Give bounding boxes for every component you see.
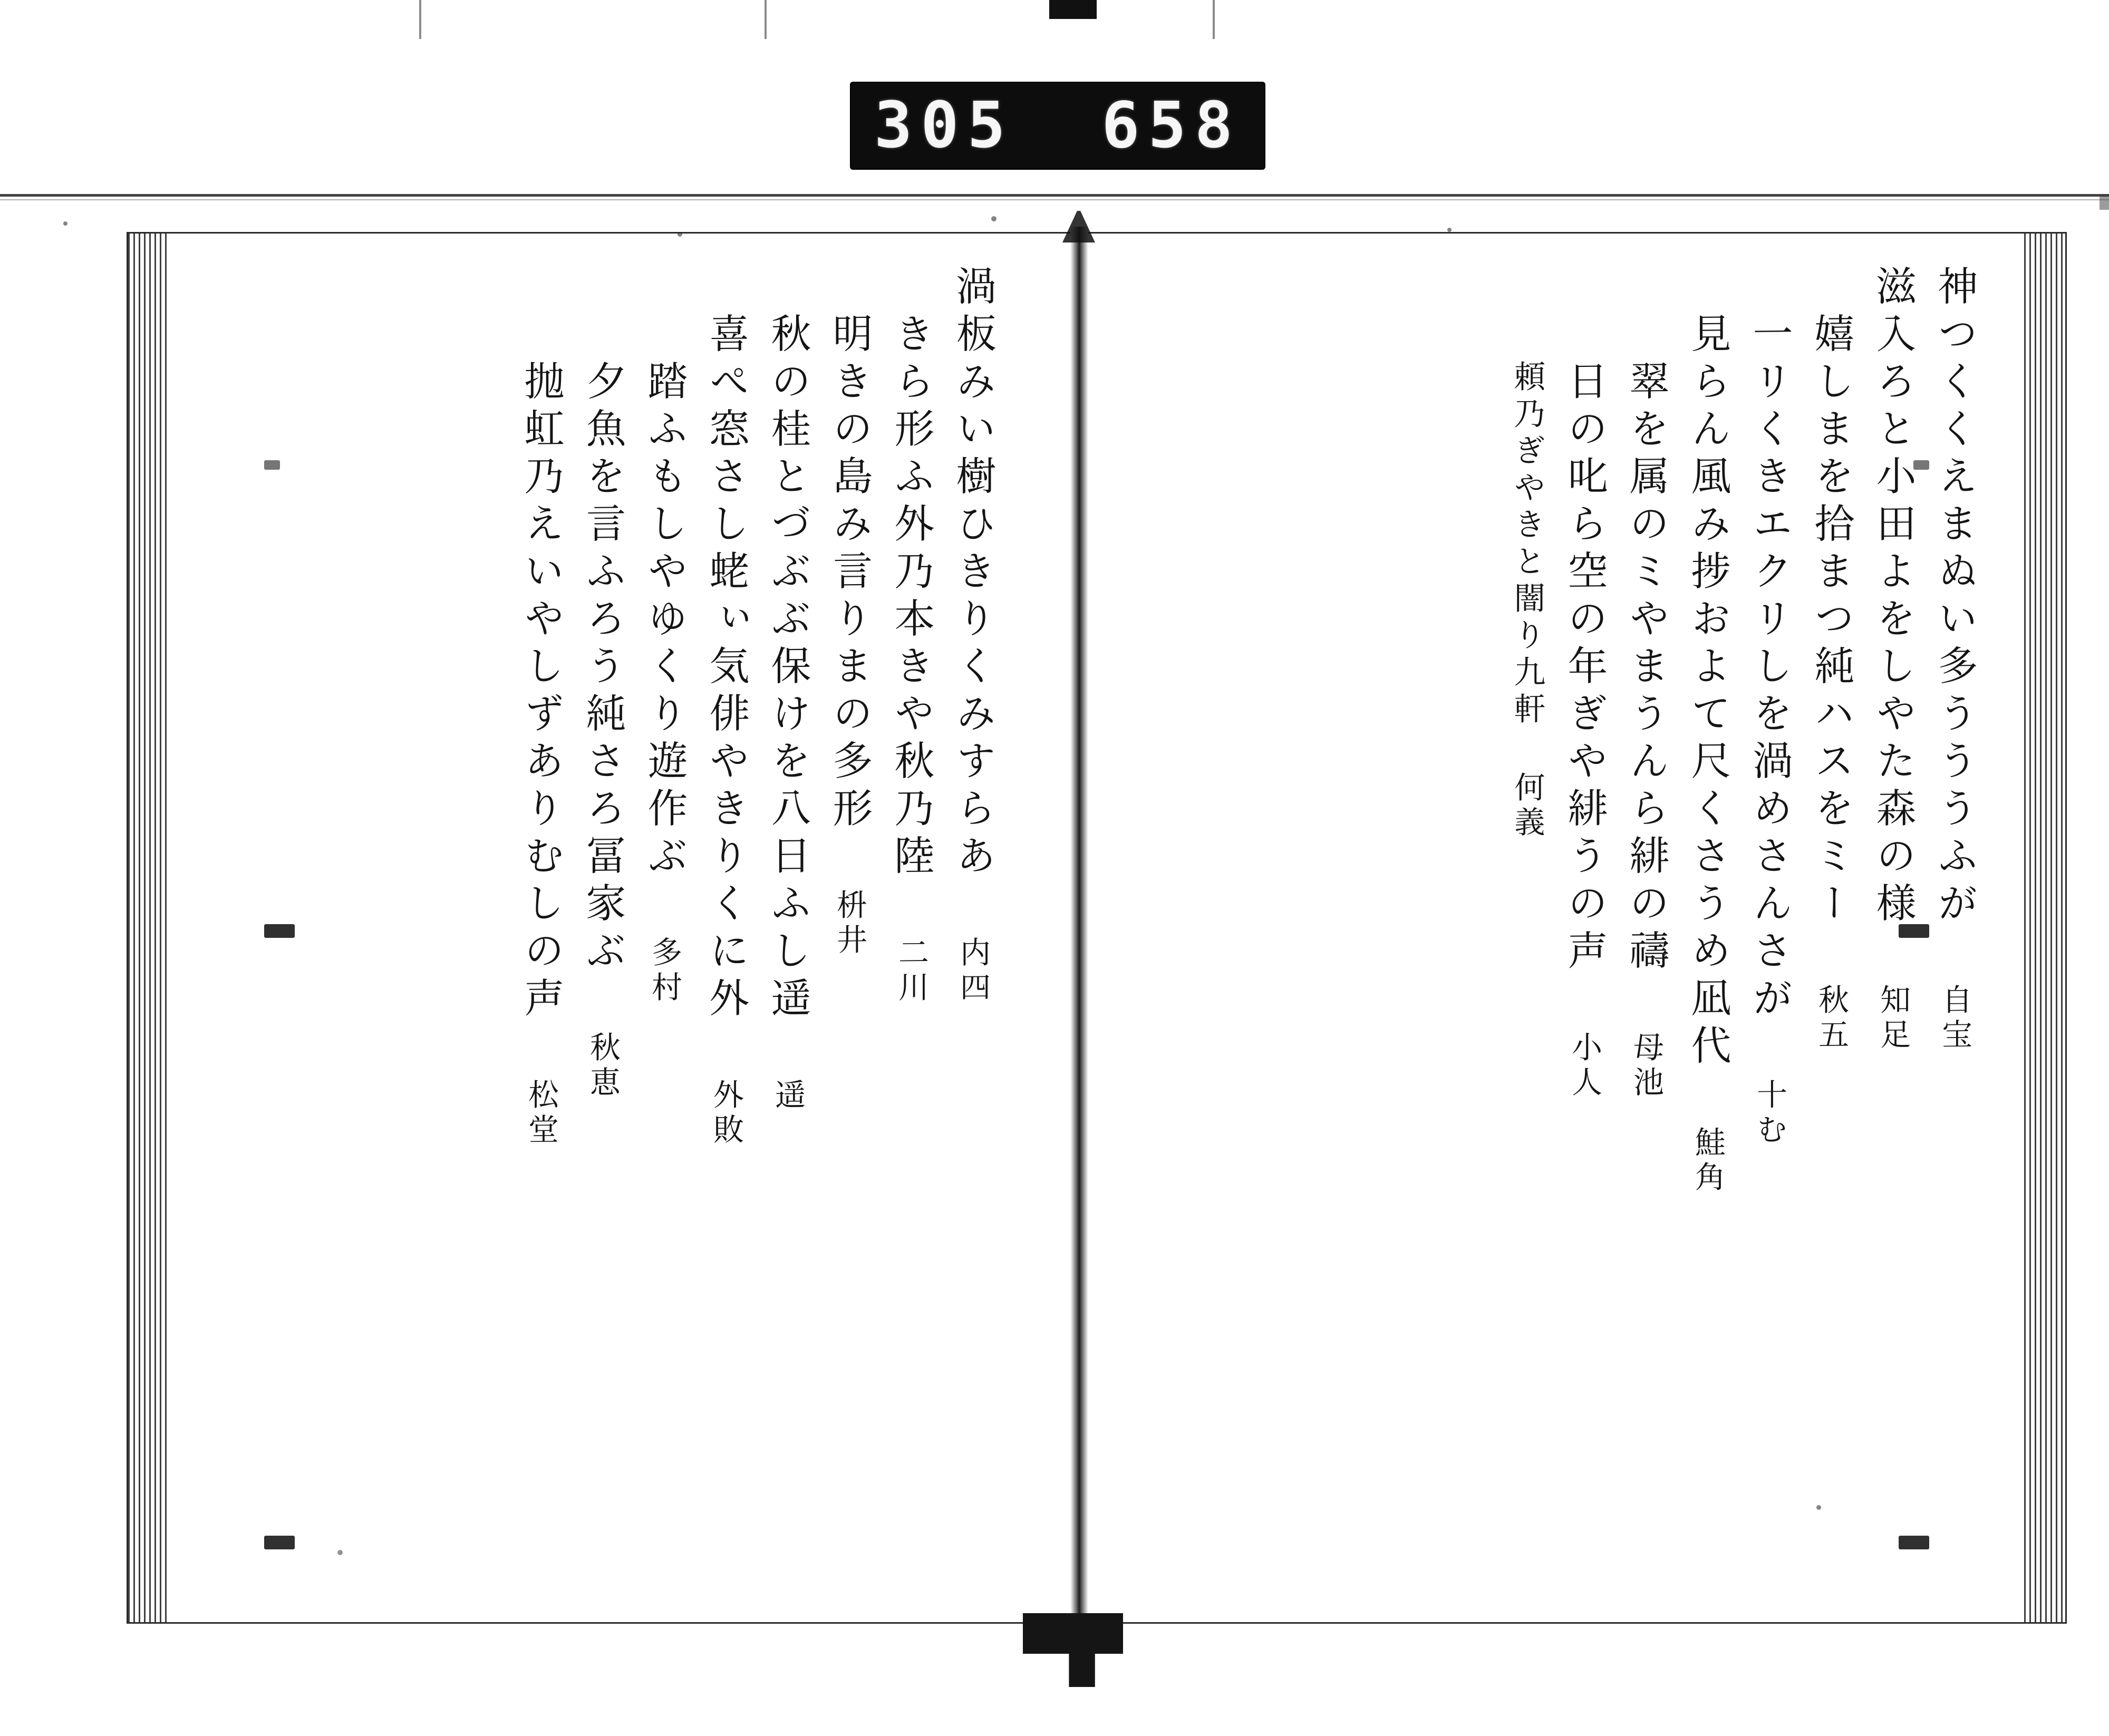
column-text: 神つくくえまぬい多うううふが: [1931, 265, 1978, 930]
film-frame-line-secondary: [0, 199, 2109, 200]
column-signature: 知足: [1874, 983, 1911, 1054]
frame-counter-left-value: 305: [874, 89, 1014, 162]
column-text: 見らん風み捗およて尺くさうめ凪代: [1684, 312, 1731, 1072]
frame-counter-right-value: 658: [1101, 89, 1241, 162]
text-column: [826, 234, 873, 959]
column-signature: 多村: [646, 936, 682, 1006]
text-column: [1561, 234, 1608, 1101]
film-tick-mark: [765, 0, 767, 39]
column-text: 踏ふもしやゆくり遊作ぶ: [641, 360, 688, 882]
column-text: きら形ふ外乃本きや秋乃陸: [887, 312, 935, 882]
text-column: [1508, 234, 1546, 841]
text-column: [702, 234, 750, 1149]
film-tick-mark: [419, 0, 421, 39]
text-column: [950, 234, 997, 1006]
binding-stitch: [264, 460, 280, 470]
column-text: 嬉しまを拾まつ純ハスをミー: [1807, 312, 1855, 930]
text-column: [1807, 234, 1855, 1054]
left-page: [127, 232, 1073, 1624]
column-signature: 二川: [893, 936, 929, 1006]
column-text: 夕魚を言ふろう純さろ冨家ぶ: [579, 360, 626, 977]
book-gutter: [1070, 227, 1088, 1634]
column-signature: 外敗: [708, 1078, 744, 1149]
column-signature: 松堂: [523, 1078, 559, 1149]
binding-stitch: [264, 924, 295, 938]
film-tick-mark: [1213, 0, 1215, 39]
text-column: [1684, 234, 1731, 1196]
text-column: [887, 234, 935, 1006]
text-column: [579, 234, 626, 1101]
text-column: [1931, 234, 1978, 1054]
column-text: 秋の桂とづぶぶ保けを八日ふし遥: [764, 312, 811, 1025]
column-text: 滋入ろと小田よをしやた森の様: [1869, 265, 1917, 930]
column-text: 日の叱ら空の年ぎや緋うの声: [1561, 360, 1608, 977]
column-text: 一リくきエクリしを渦めさんさが: [1746, 312, 1793, 1025]
column-signature: 何義: [1509, 771, 1545, 841]
column-signature: 内四: [955, 936, 991, 1006]
right-page: [1086, 232, 2067, 1624]
column-signature: 十む: [1751, 1078, 1787, 1149]
column-text: 頼乃ぎやきと闇り九軒: [1508, 360, 1546, 730]
film-edge-right: [2100, 194, 2109, 210]
column-text: 渦板みい樹ひきりくみすらあ: [950, 265, 997, 882]
column-signature: 秋五: [1813, 983, 1849, 1054]
scan-speck: [991, 216, 997, 221]
page-fore-edge-left: [128, 234, 169, 1622]
column-signature: 枡井: [831, 888, 867, 959]
binding-stitch: [264, 1536, 295, 1549]
text-column: [764, 234, 811, 1114]
page-fore-edge-right: [2024, 234, 2065, 1622]
left-page-columns: [302, 234, 997, 1622]
column-signature: 自宝: [1937, 983, 1972, 1054]
column-signature: 母池: [1628, 1031, 1664, 1101]
text-column: [1622, 234, 1670, 1101]
scan-speck: [63, 221, 67, 226]
gutter-bottom-clip: [1023, 1613, 1123, 1687]
open-book-spread: [127, 211, 2067, 1634]
column-text: 明きの島み言りまの多形: [826, 312, 873, 835]
film-frame-line: [0, 194, 2109, 197]
scan-speck: [1816, 1505, 1821, 1510]
column-signature: 小人: [1566, 1031, 1602, 1101]
text-column: [1746, 234, 1793, 1149]
text-column: [517, 234, 565, 1149]
right-page-columns: [1186, 234, 1976, 1622]
column-signature: 秋恵: [584, 1031, 621, 1101]
column-text: 抛虹乃えいやしずありむしの声: [517, 360, 565, 1025]
column-text: 翠を属のミやまうんら緋の禱: [1622, 360, 1670, 977]
column-signature: 鮭角: [1689, 1126, 1726, 1196]
scan-speck: [678, 232, 682, 237]
text-column: [641, 234, 688, 1006]
frame-counter: [850, 82, 1265, 170]
scan-speck: [1447, 228, 1452, 232]
gutter-top-marker: [1062, 211, 1095, 243]
scan-speck: [337, 1550, 343, 1555]
film-edge-block: [1049, 0, 1097, 19]
text-column: [1869, 234, 1917, 1054]
column-text: 喜ぺ窓さし蛯ぃ気俳やきりくに外: [702, 312, 750, 1025]
frame-counter-digits: [850, 82, 1265, 170]
column-signature: 遥: [769, 1078, 806, 1114]
